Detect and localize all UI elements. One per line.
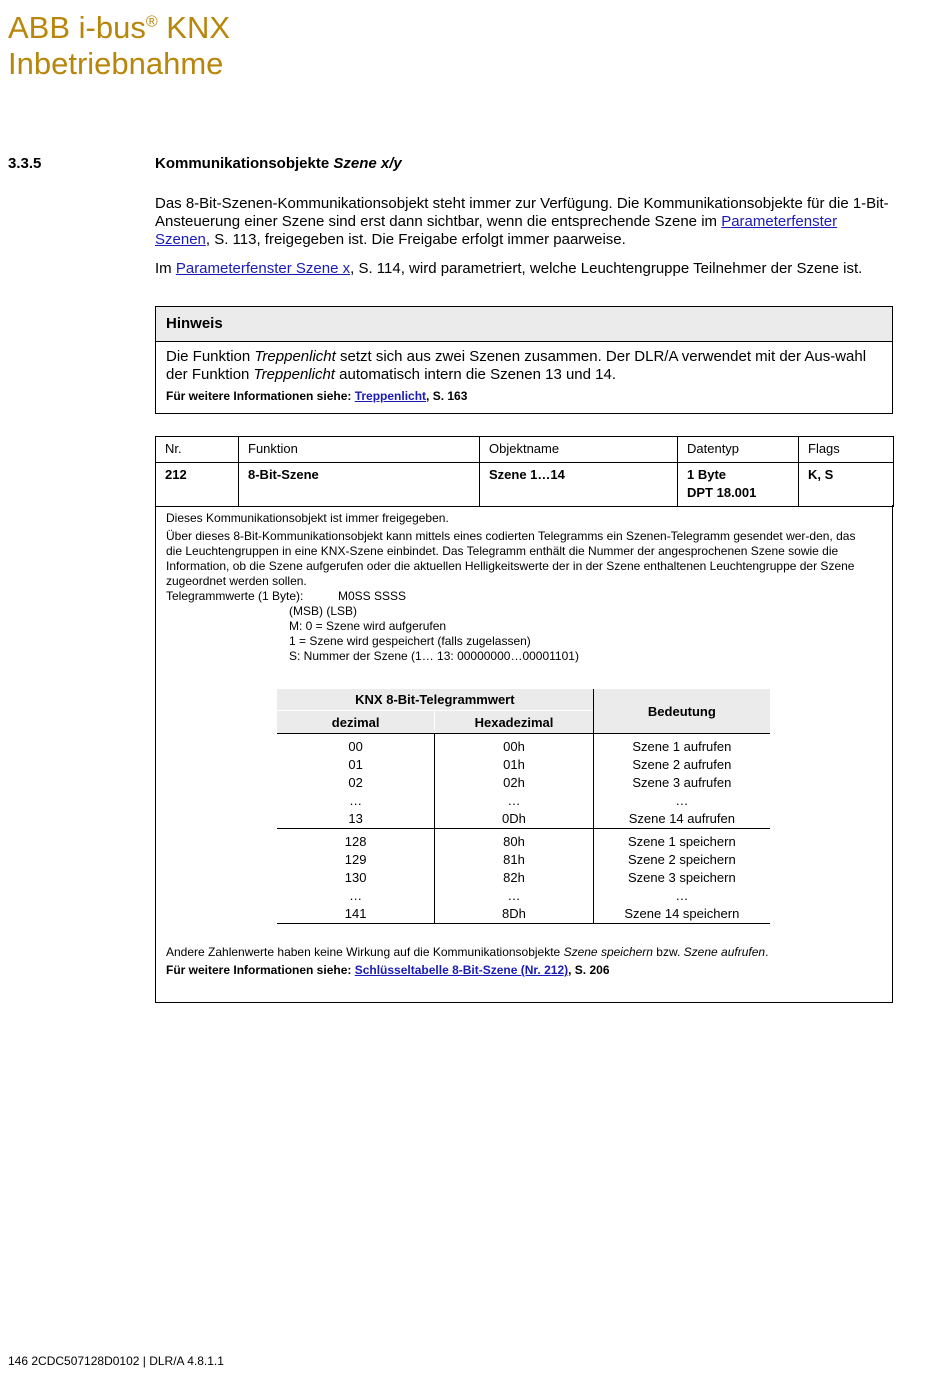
brand-line bbox=[8, 10, 230, 46]
knx-hex: 81h bbox=[435, 851, 593, 869]
knx-row bbox=[277, 792, 770, 810]
knx-dez: 129 bbox=[344, 852, 367, 867]
cell-nr: 212 bbox=[156, 463, 239, 507]
header-datentyp: Datentyp bbox=[678, 437, 799, 463]
page-footer: 146 2CDC507128D0102 | DLR/A 4.8.1.1 bbox=[8, 1354, 224, 1368]
knx-row bbox=[277, 774, 770, 792]
description-line-2: Über dieses 8-Bit-Kommunikationsobjekt kann mittels eines codierten Telegramms ein Szenen-Telegramm gesendet wer-den, das die Leuchtengruppen in eine KNX-Szene einbindet. Das Telegramm enthält die Nummer der angesprochenen Szene sowie die Information, ob die Szene aufgerufen oder die aktuellen Helligkeitswerte der in der Szene enthaltenen Leuchtengruppe der Szene zugeordnet werden sollen. bbox=[166, 529, 856, 588]
more-info-prefix: Für weitere Informationen siehe: bbox=[166, 963, 355, 977]
header-nr: Nr. bbox=[156, 437, 239, 463]
knx-bed: Szene 2 aufrufen bbox=[593, 756, 770, 774]
knx-header-row-1 bbox=[277, 689, 770, 711]
knx-header-bedeutung: Bedeutung bbox=[593, 689, 770, 734]
knx-hex: 80h bbox=[435, 829, 593, 852]
knx-header-hex: Hexadezimal bbox=[435, 711, 593, 734]
knx-dez: … bbox=[349, 793, 363, 808]
hinweis-text-part: automatisch intern die Szenen 13 und 14. bbox=[334, 366, 617, 383]
knx-hex: 00h bbox=[435, 734, 593, 757]
intro-paragraph-2 bbox=[155, 260, 890, 278]
hinweis-body bbox=[156, 342, 892, 405]
telegram-line: 1 = Szene wird gespeichert (falls zugelassen) bbox=[289, 634, 531, 648]
knx-hex: 02h bbox=[435, 774, 593, 792]
telegram-values-value: M0SS SSSS bbox=[338, 589, 407, 603]
header-subtitle: Inbetriebnahme bbox=[8, 46, 224, 81]
hinweis-italic: Treppenlicht bbox=[253, 366, 335, 383]
knx-row bbox=[277, 810, 770, 829]
other-values-note bbox=[166, 945, 768, 960]
link-treppenlicht[interactable]: Treppenlicht bbox=[354, 389, 427, 403]
knx-bed: Szene 1 aufrufen bbox=[593, 734, 770, 757]
object-table bbox=[155, 436, 894, 507]
header-flags: Flags bbox=[799, 437, 894, 463]
product-name: KNX bbox=[166, 10, 231, 45]
hinweis-italic: Treppenlicht bbox=[254, 348, 336, 365]
section-title bbox=[155, 155, 402, 172]
intro-text: , S. 114, wird parametriert, welche Leuchtengruppe Teilnehmer der Szene ist. bbox=[350, 260, 863, 277]
knx-row bbox=[277, 887, 770, 905]
section-number: 3.3.5 bbox=[8, 155, 42, 172]
registered-mark: ® bbox=[145, 13, 158, 31]
link-parameterfenster-szenen[interactable]: Parameterfenster Szenen bbox=[155, 213, 838, 248]
telegram-values-row bbox=[166, 589, 882, 604]
knx-telegram-table bbox=[277, 689, 770, 924]
more-info bbox=[166, 963, 610, 978]
intro-paragraph-1 bbox=[155, 195, 890, 249]
telegram-values-label: Telegrammwerte (1 Byte): bbox=[166, 589, 304, 603]
brand-name: ABB i-bus bbox=[8, 10, 146, 45]
knx-hex: 01h bbox=[435, 756, 593, 774]
knx-bed: Szene 3 aufrufen bbox=[593, 774, 770, 792]
link-parameterfenster-szene-x[interactable]: Parameterfenster Szene x bbox=[175, 260, 351, 277]
knx-hex: 8Dh bbox=[435, 905, 593, 924]
knx-row bbox=[277, 756, 770, 774]
knx-hex: 0Dh bbox=[435, 810, 593, 829]
knx-hex: … bbox=[435, 792, 593, 810]
knx-bed: Szene 1 speichern bbox=[593, 829, 770, 852]
link-schluesseltabelle[interactable]: Schlüsseltabelle 8-Bit-Szene (Nr. 212) bbox=[354, 963, 569, 977]
knx-hex: 82h bbox=[435, 869, 593, 887]
description-line-1: Dieses Kommunikationsobjekt ist immer freigegeben. bbox=[166, 511, 449, 525]
header-funktion: Funktion bbox=[239, 437, 480, 463]
hinweis-text-part: Die Funktion bbox=[166, 348, 255, 365]
knx-header-dezimal: dezimal bbox=[277, 711, 435, 734]
section-title-prefix: Kommunikationsobjekte bbox=[155, 155, 334, 172]
knx-bed: … bbox=[593, 887, 770, 905]
knx-row bbox=[277, 734, 770, 757]
knx-row bbox=[277, 869, 770, 887]
intro-text: , S. 113, freigegeben ist. Die Freigabe erfolgt immer paarweise. bbox=[205, 231, 626, 248]
document-header bbox=[8, 10, 230, 82]
note-italic: Szene speichern bbox=[563, 945, 653, 959]
hinweis-reference bbox=[166, 387, 882, 405]
knx-dez: … bbox=[349, 888, 363, 903]
knx-group-header: KNX 8-Bit-Telegrammwert bbox=[277, 689, 593, 711]
telegram-line: S: Nummer der Szene (1… 13: 00000000…00001101) bbox=[289, 649, 579, 663]
note-text: bzw. bbox=[652, 945, 684, 959]
knx-bed: Szene 3 speichern bbox=[593, 869, 770, 887]
knx-bed: … bbox=[593, 792, 770, 810]
knx-bed: Szene 14 aufrufen bbox=[593, 810, 770, 829]
knx-dez: 02 bbox=[348, 775, 363, 790]
hinweis-ref-suffix: , S. 163 bbox=[426, 389, 468, 403]
knx-dez: 13 bbox=[277, 810, 435, 829]
object-table-row bbox=[156, 463, 894, 507]
cell-datentyp bbox=[678, 463, 799, 507]
knx-dez: 130 bbox=[344, 870, 367, 885]
knx-row bbox=[277, 851, 770, 869]
datentyp-size: 1 Byte bbox=[687, 467, 727, 482]
intro-text: Im bbox=[155, 260, 176, 277]
note-text: Andere Zahlenwerte haben keine Wirkung auf die Kommunikationsobjekte bbox=[166, 945, 564, 959]
intro-text: Das 8-Bit-Szenen-Kommunikationsobjekt steht immer zur Verfügung. Die Kommunikationsobjekte für die 1-Bit-Ansteuerung einer Szene sind erst dann sichtbar, wenn die entsprechende Szene im bbox=[155, 195, 889, 230]
datentyp-dpt: DPT 18.001 bbox=[687, 485, 757, 500]
telegram-line: (MSB) (LSB) bbox=[289, 604, 358, 618]
note-text: . bbox=[765, 945, 769, 959]
knx-row bbox=[277, 829, 770, 852]
note-italic: Szene aufrufen bbox=[683, 945, 766, 959]
knx-hex: … bbox=[435, 887, 593, 905]
header-objektname: Objektname bbox=[480, 437, 678, 463]
knx-dez: 01 bbox=[348, 757, 363, 772]
knx-dez: 00 bbox=[348, 739, 363, 754]
cell-objektname: Szene 1…14 bbox=[480, 463, 678, 507]
knx-dez: 128 bbox=[344, 834, 367, 849]
more-info-suffix: , S. 206 bbox=[568, 963, 610, 977]
cell-flags: K, S bbox=[799, 463, 894, 507]
hinweis-box bbox=[155, 306, 893, 414]
cell-funktion: 8-Bit-Szene bbox=[239, 463, 480, 507]
telegram-line: M: 0 = Szene wird aufgerufen bbox=[289, 619, 447, 633]
knx-bed: Szene 14 speichern bbox=[593, 905, 770, 924]
knx-dez: 141 bbox=[277, 905, 435, 924]
object-table-header bbox=[156, 437, 894, 463]
section-title-italic: Szene x/y bbox=[333, 155, 402, 172]
hinweis-ref-prefix: Für weitere Informationen siehe: bbox=[166, 389, 355, 403]
knx-row bbox=[277, 905, 770, 924]
knx-bed: Szene 2 speichern bbox=[593, 851, 770, 869]
hinweis-text-part: setzt sich aus zwei Szenen zusammen. Der DLR/A verwendet mit der Aus-wahl der Funktion bbox=[166, 348, 867, 383]
hinweis-title: Hinweis bbox=[156, 307, 892, 342]
hinweis-text bbox=[166, 348, 882, 384]
